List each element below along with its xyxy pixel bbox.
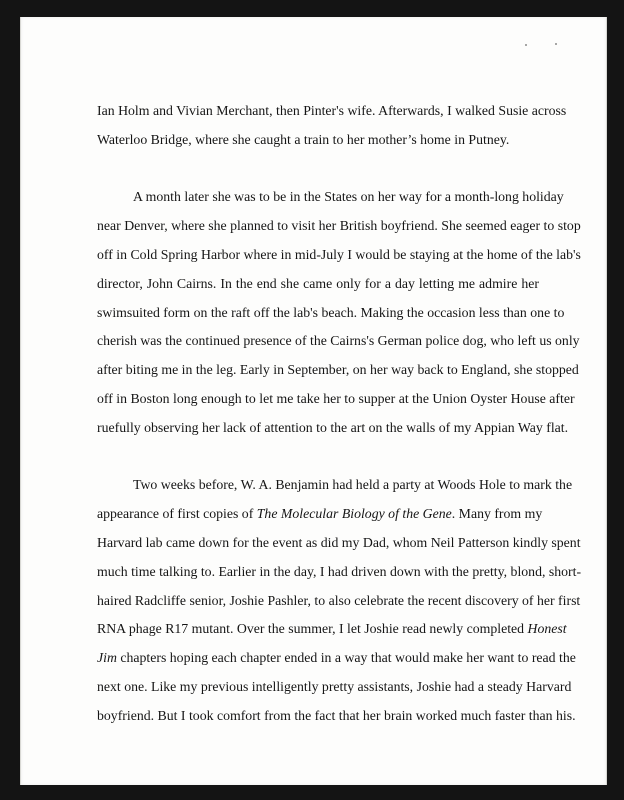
text-run: off in Cold Spring Harbor where in mid-July I would be staying at the home of the lab's: [97, 246, 581, 262]
text-line: [97, 126, 539, 155]
text-line: [97, 558, 582, 587]
text-line: [97, 414, 569, 443]
text-line: [97, 327, 580, 356]
text-run: A month later she was to be in the States on her way for a month-long holiday: [133, 189, 564, 205]
text-line: [97, 500, 543, 529]
text-line: [97, 183, 564, 212]
text-run: . Many from my: [451, 506, 543, 522]
text-line: [97, 529, 581, 558]
text-run: off in Boston long enough to let me take her to supper at the Union Oyster House after: [97, 390, 575, 406]
text-run: Two weeks before, W. A. Benjamin had held a party at Woods Hole to mark the: [133, 477, 573, 493]
paragraph: [97, 183, 581, 442]
text-run: Ian Holm and Vivian Merchant, then Pinter's wife. Afterwards, I walked Susie across: [97, 103, 567, 118]
paragraph: [97, 97, 567, 155]
text-run: director, John Cairns. In the end she came only for a day letting me admire her: [97, 275, 539, 291]
italic-title: Jim: [97, 650, 117, 666]
paragraph: [97, 471, 582, 730]
text-run: chapters hoping each chapter ended in a way that would make her want to read the: [116, 650, 576, 666]
text-line: [97, 673, 572, 702]
text-line: [97, 644, 576, 673]
text-run: next one. Like my previous intelligently pretty assistants, Joshie had a steady Harvard: [97, 678, 572, 694]
manuscript-page: [20, 17, 607, 785]
text-run: Waterloo Bridge, where she caught a train to her mother’s home in Putney.: [97, 131, 510, 147]
text-run: appearance of first copies of: [97, 506, 257, 522]
text-run: cherish was the continued presence of the Cairns's German police dog, who left us only: [97, 333, 580, 349]
text-line: [97, 299, 565, 328]
text-line: [97, 97, 567, 126]
text-line: [97, 356, 579, 385]
text-line: [97, 471, 573, 500]
text-line: [97, 587, 581, 616]
text-line: [97, 385, 575, 414]
text-run: swimsuited form on the raft off the lab's beach. Making the occasion less than one to: [97, 304, 565, 320]
text-line: [97, 270, 539, 299]
text-run: near Denver, where she planned to visit her British boyfriend. She seemed eager to stop: [97, 218, 581, 234]
body-text: [97, 97, 582, 731]
text-line: [97, 615, 567, 644]
italic-title: Honest: [527, 621, 567, 637]
text-run: haired Radcliffe senior, Joshie Pashler, to also celebrate the recent discovery of her first: [97, 592, 581, 608]
italic-title: The Molecular Biology of the Gene: [256, 506, 452, 522]
text-run: much time talking to. Earlier in the day, I had driven down with the pretty, blond, short-: [97, 563, 582, 579]
text-run: boyfriend. But I took comfort from the fact that her brain worked much faster than his.: [97, 707, 576, 723]
text-line: [97, 702, 576, 731]
text-line: [97, 212, 581, 241]
text-run: RNA phage R17 mutant. Over the summer, I let Joshie read newly completed: [97, 621, 528, 637]
text-line: [97, 241, 581, 270]
text-run: Harvard lab came down for the event as did my Dad, whom Neil Patterson kindly spent: [97, 534, 581, 550]
text-run: ruefully observing her lack of attention to the art on the walls of my Appian Way flat.: [97, 419, 569, 435]
text-run: after biting me in the leg. Early in September, on her way back to England, she stopped: [97, 362, 579, 378]
